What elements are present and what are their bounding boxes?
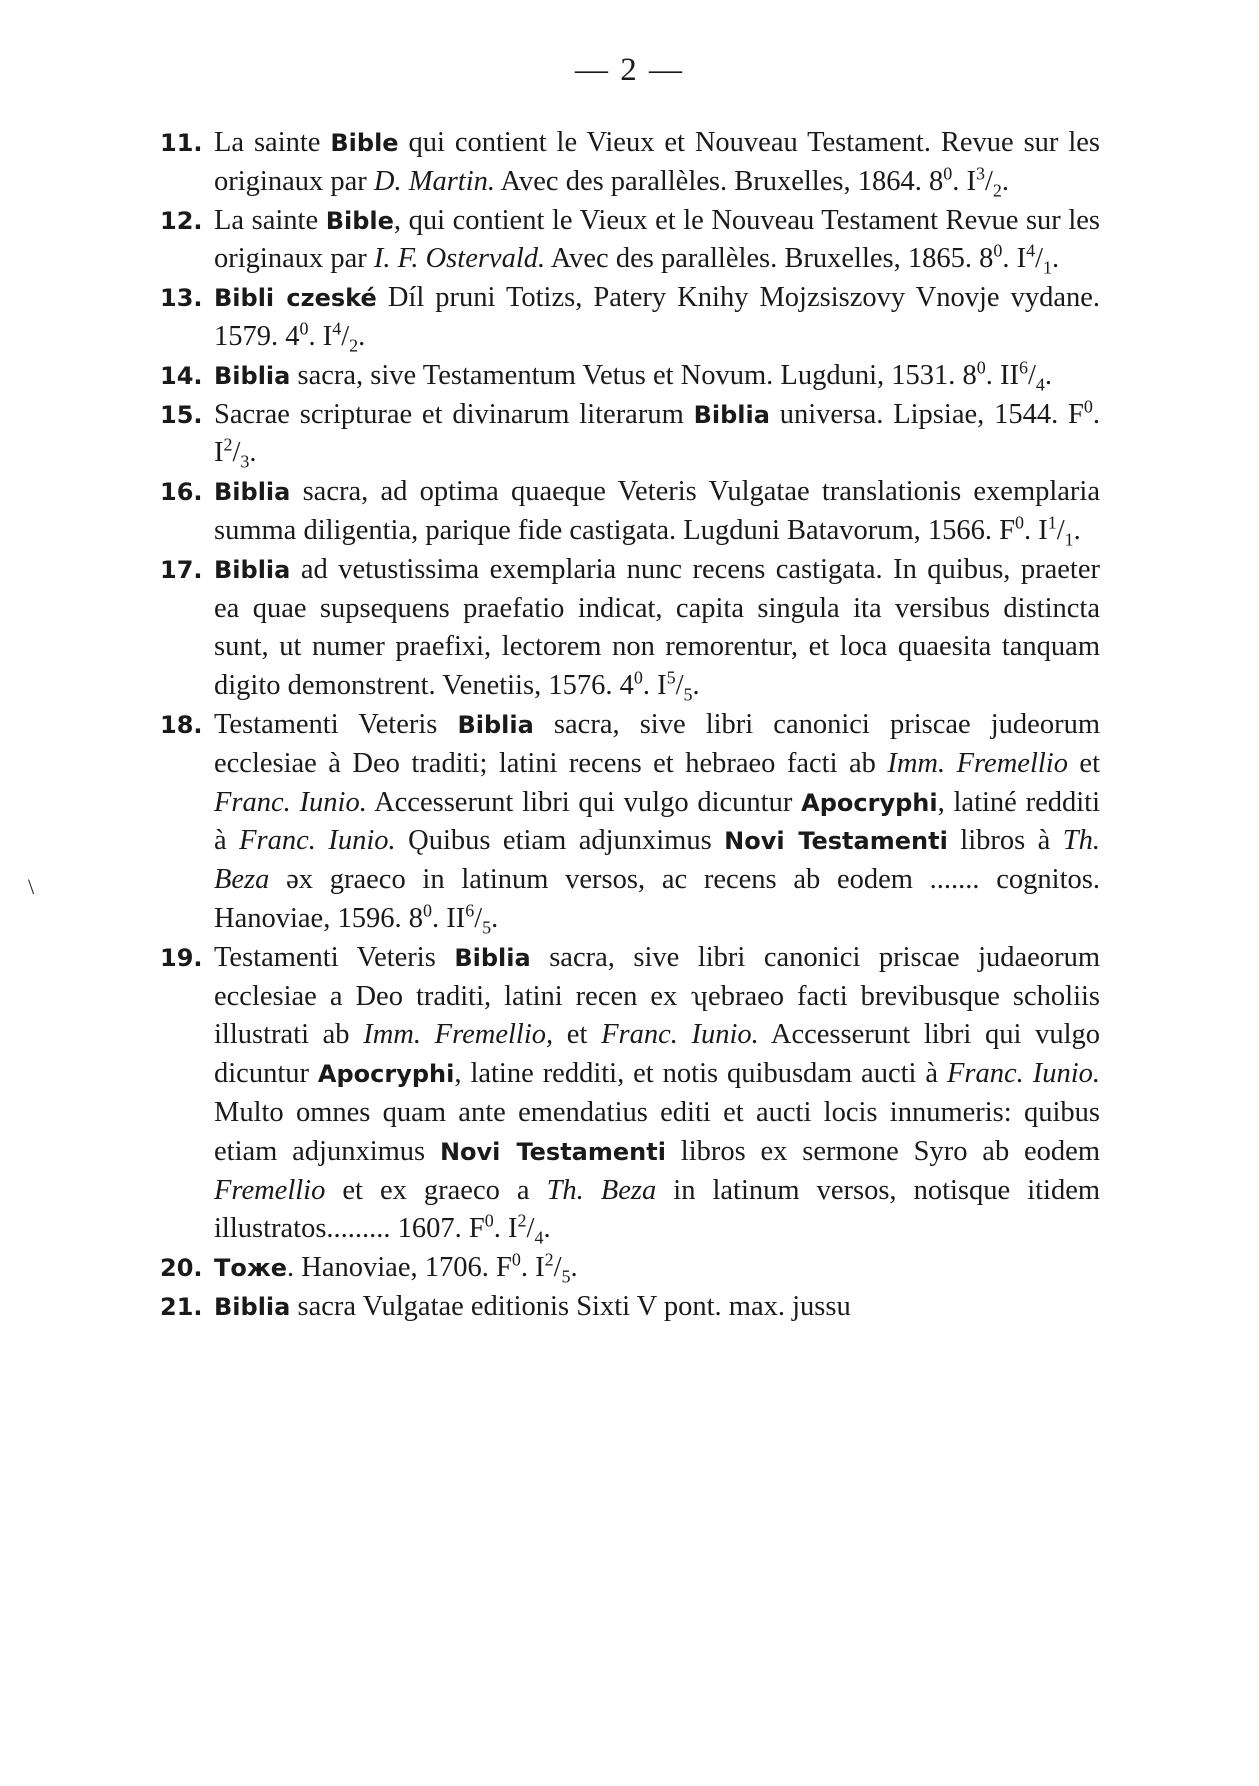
entry-text: / [526,1213,535,1245]
entry-text: 0 [976,357,986,378]
entry-text: / [1028,359,1036,391]
entry-text: 2 [223,434,233,455]
entry-text: . II [985,359,1019,391]
italic-name-text: Fremellio [214,1174,326,1206]
entry-text: . [543,1213,551,1245]
entry-text: sacra, ad optima quaeque Veteris Vulgatae translationis exemplaria summa diligentia, parique fide castigata. Lugduni Batavorum, 1566. F [214,476,1100,546]
entry-text: 5 [683,684,693,705]
bibliography-entry [160,202,1100,280]
entry-text: 3 [240,452,250,473]
entry-text: . I [520,1252,545,1284]
italic-name-text: Imm. Fremellio [887,747,1068,779]
italic-name-text: Franc. Iunio. [239,825,396,857]
entry-text: . [692,670,700,702]
entry-text: sacra, sive libri canonici priscae judaeorum ecclesiae a Deo traditi, latini recen ex ʮebraeo facti brevibusque scholiis illustrati ab [214,941,1100,1051]
entry-text: 1 [1043,258,1053,279]
entry-text: Avec des parallèles. Bruxelles, 1864. 8 [495,165,944,197]
entry-text: 4 [1026,240,1036,261]
entry-text: , latiné redditi à [214,786,1101,857]
entry-number: 18. [160,710,203,739]
entry-text: libros à [947,825,1063,857]
entry-text: 4 [534,1228,544,1248]
entry-text: qui contient le Vieux et Nouveau Testament. Revue sur les originaux par [214,127,1100,197]
entry-text: et ex graeco a [325,1174,547,1206]
entry-text: Sacrae scripturae et divinarum literarum [214,398,694,430]
entry-text: ad vetustissima exemplaria nunc recens castigata. In quibus, praeter ea quae supsequens praefatio indicat, capita singula ita versibus distincta sunt, ut numer praefixi, lectorem non remorentur, et loca quaesita tanquam digito demonstrent. Venetiis, 1576. 4 [214,553,1100,702]
entry-text: 4 [332,318,342,339]
entry-text: Díl pruni Totizs, Patery Knihy Mojzsiszovy Vnovje vydane. 1579. 4 [214,282,1101,352]
bold-title-text: Biblia [457,710,534,739]
entry-text: 3 [975,163,985,184]
italic-name-text: Franc. Iunio. [946,1058,1100,1090]
entry-text: . [358,320,366,352]
entry-text: 4 [1035,374,1045,395]
bold-title-text: Apocryphi [801,788,938,817]
entry-text: sacra Vulgatae editionis Sixti V pont. max. jussu [290,1290,851,1322]
entry-text: / [553,1252,562,1284]
entry-text: . I [952,165,976,197]
entry-text: . [1044,359,1053,391]
entry-text: 0 [633,667,643,688]
bibliography-entry [160,1249,1100,1288]
bibliography-entry [160,396,1100,474]
entry-text: / [675,670,684,702]
italic-name-text: I. F. Ostervald. [373,243,546,275]
entry-text: 5 [666,667,676,688]
bold-title-text: Bibli czeské [214,284,377,313]
entry-text: əx graeco in latinum versos, ac recens ab eodem ....... cognitos. Hanoviae, 1596. 8 [214,864,1100,934]
italic-name-text: Franc. Iunio. [601,1019,759,1051]
entry-text: / [1035,243,1044,275]
entry-text: . I [642,670,667,702]
entry-text: . [1001,165,1010,197]
entry-text: 5 [561,1266,571,1287]
entry-text: Ǫuibus etiam adjunximus [395,825,725,857]
entry-text: . [570,1252,578,1284]
entry-text: 6 [465,900,475,921]
bibliography-entry [160,939,1100,1249]
entry-number: 17. [160,555,203,584]
page-number: — 2 — [575,52,684,88]
bibliography-entry [160,473,1100,551]
entry-text: . [491,902,499,934]
entry-text: 5 [482,917,492,938]
entry-text: . II [431,902,466,934]
entry-text: Accesserunt libri qui vulgo dicuntur [366,786,802,818]
entry-text: . Hanoviae, 1706. F [287,1252,512,1284]
margin-mark: \ [28,874,35,899]
bibliography-entry [160,279,1100,357]
entry-text: 2 [517,1210,527,1231]
entry-text: sacra, sive Testamentum Vetus et Novum. Lugduni, 1531. 8 [290,359,977,391]
entry-number: 13. [160,284,203,313]
entry-text: 0 [484,1210,494,1231]
entry-text: 0 [511,1249,521,1270]
entry-text: . I [308,320,333,352]
entry-text: / [1056,514,1065,546]
entry-text: Multo omnes quam ante emendatius editi et aucti locis innumeris: quibus etiam adjunximus [214,1096,1100,1167]
entry-text: in latinum versos, notisque itidem illustratos......... 1607. F [214,1174,1101,1245]
entry-text: Avec des parallèles. Bruxelles, 1865. 8 [545,243,994,275]
italic-name-text: Imm. Fremellio, [363,1019,554,1051]
entry-number: 14. [160,361,203,390]
bibliography-entry [160,551,1100,706]
bibliography-list [160,124,1100,1327]
entry-text: . [249,437,257,469]
entry-number: 21. [160,1292,203,1321]
entry-number: 11. [160,129,203,157]
entry-number: 19. [160,943,203,972]
italic-name-text: Th. Beza [546,1174,657,1206]
bold-title-text: Biblia [693,400,770,429]
bold-title-text: Apocryphi [317,1060,455,1089]
entry-text: La sainte [214,204,326,236]
entry-text: 0 [943,163,953,184]
bibliography-entry [160,357,1100,396]
entry-text: Accesserunt libri qui vulgo dicuntur [214,1019,1101,1090]
entry-text: Testamenti Veteris [214,941,455,973]
entry-text: 1 [1047,512,1057,533]
entry-text: . I [1024,514,1048,546]
entry-text: La sainte [214,127,331,158]
entry-number: 15. [160,400,203,429]
entry-text: . I [214,398,1100,469]
entry-number: 20. [160,1254,203,1283]
entry-text: Testamenti Veteris [214,708,458,740]
bold-title-text: Тоже [214,1254,288,1283]
bold-title-text: Biblia [214,478,291,507]
entry-text: / [341,320,350,352]
entry-text: et [1067,747,1100,779]
bold-title-text: Bible [330,129,399,157]
entry-text: 0 [299,318,309,339]
bibliography-entry [160,706,1100,939]
bold-title-text: Biblia [214,361,291,390]
entry-text: / [232,437,241,469]
bold-title-text: Novi Testamenti [439,1137,666,1166]
entry-text: 0 [422,900,432,921]
entry-text: , latine redditi, et notis quibusdam aucti à [454,1058,947,1090]
entry-text: 1 [1064,529,1074,550]
entry-text: sacra, sive libri canonici priscae judeorum ecclesiae à Deo traditi; latini recens et hebraeo facti ab [214,708,1100,779]
entry-number: 16. [160,478,203,507]
entry-text: 2 [544,1249,554,1270]
entry-text: 0 [993,240,1003,261]
entry-text: universa. Lipsiae, 1544. F [769,398,1084,430]
italic-name-text: D. Martin. [373,165,495,197]
entry-text: . [1052,243,1060,275]
entry-text: 0 [1083,396,1093,417]
italic-name-text: Th. Beza [214,825,1101,896]
entry-text: libros ex sermone Syro ab eodem [665,1135,1100,1167]
bibliography-entry [160,124,1100,202]
entry-text: 6 [1019,357,1028,378]
entry-text: . I [1002,243,1027,275]
italic-name-text: Franc. Iunio. [214,786,367,818]
entry-text: 2 [349,335,359,356]
bold-title-text: Novi Testamenti [724,827,948,856]
entry-number: 12. [160,206,203,235]
entry-text: / [474,902,483,934]
bold-title-text: Biblia [454,943,531,972]
bibliography-entry [160,1288,1100,1327]
entry-text: 2 [992,180,1002,201]
bold-title-text: Biblia [214,555,291,584]
entry-text: . [1073,514,1081,546]
bold-title-text: Bible [325,206,394,235]
entry-text: 0 [1015,512,1024,533]
bold-title-text: Biblia [214,1292,291,1321]
entry-text: / [984,165,993,197]
entry-text: et [553,1019,602,1051]
entry-text: . I [493,1213,518,1245]
entry-text: , qui contient le Vieux et le Nouveau Testament Revue sur les originaux par [214,204,1100,275]
